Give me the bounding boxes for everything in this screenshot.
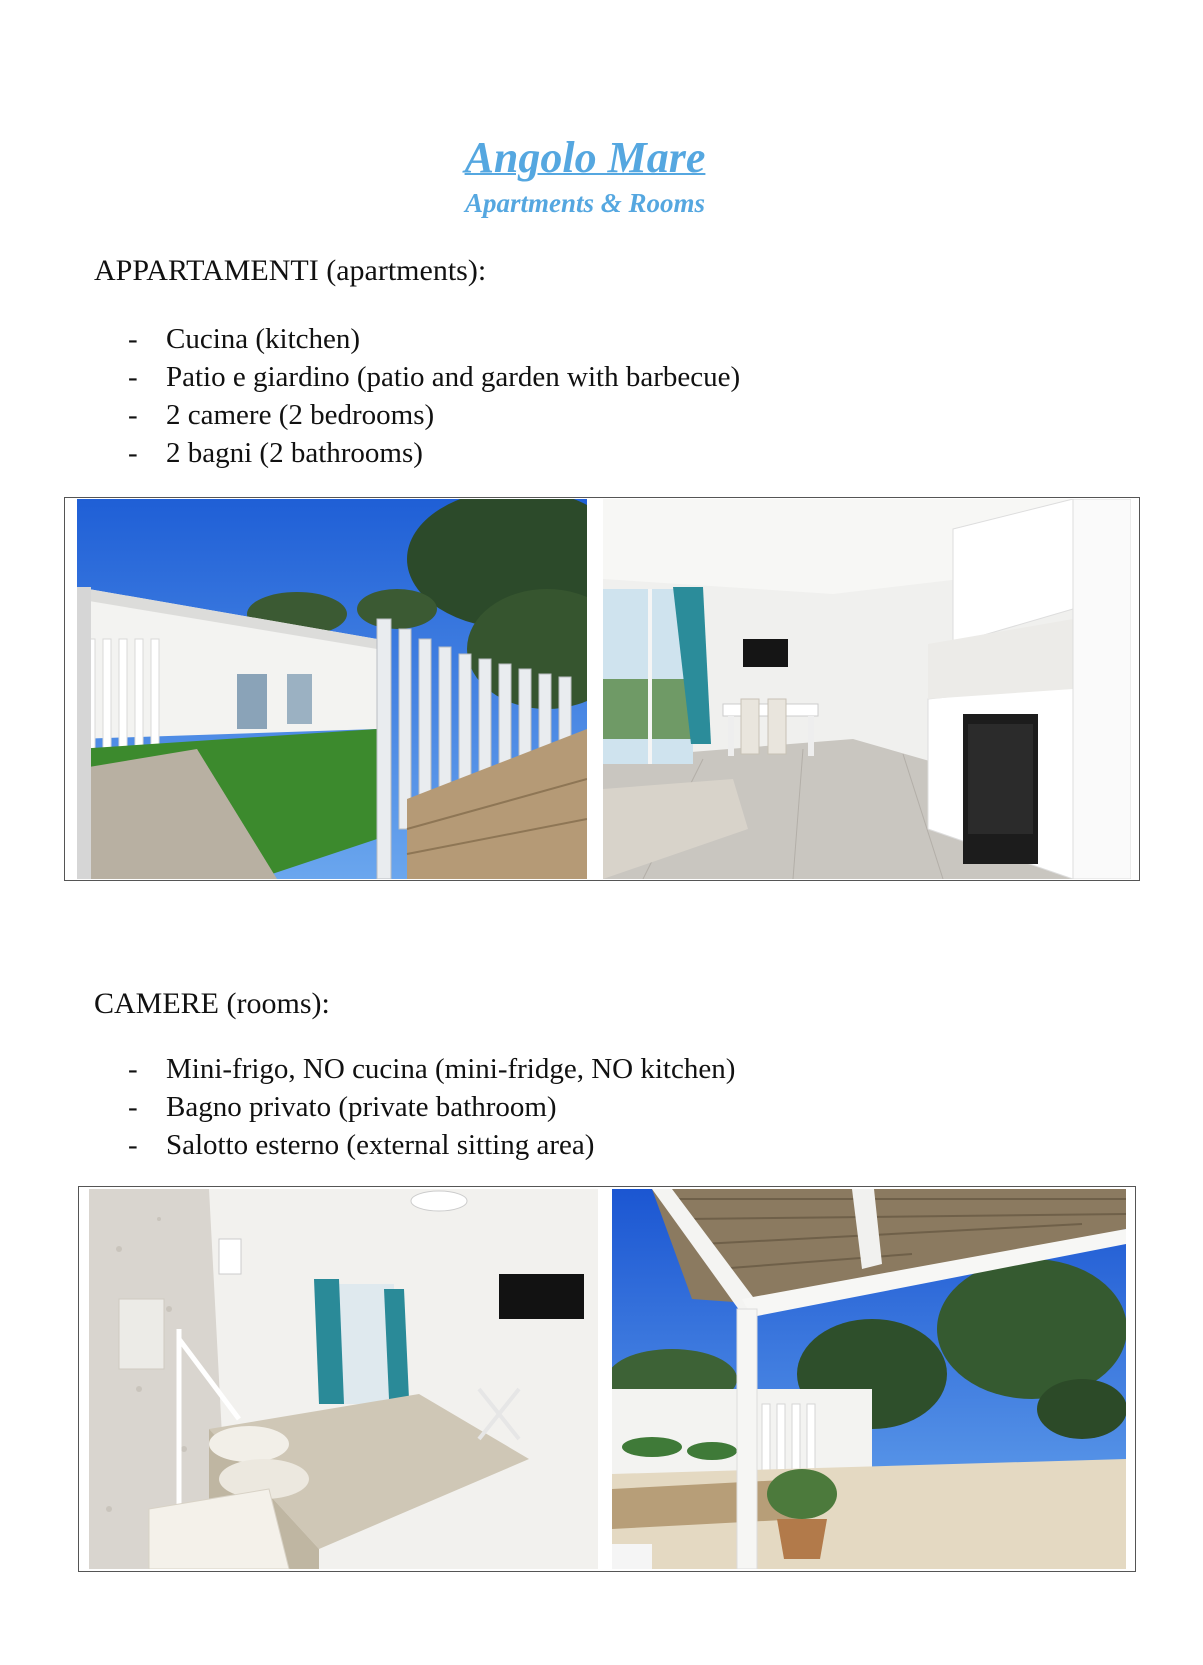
bullet-dash: - — [128, 323, 138, 355]
bedroom-photo — [89, 1189, 598, 1569]
list-item-text: Bagno privato (private bathroom) — [166, 1091, 557, 1123]
list-item — [128, 434, 740, 472]
bullet-dash: - — [128, 1053, 138, 1085]
list-item-text: Patio e giardino (patio and garden with barbecue) — [166, 361, 741, 393]
list-item — [128, 396, 740, 434]
brand-title: Angolo Mare — [464, 133, 706, 182]
exterior-garden-photo — [77, 499, 587, 879]
list-item-text: Mini-frigo, NO cucina (mini-fridge, NO kitchen) — [166, 1053, 736, 1085]
list-item — [128, 358, 740, 396]
header — [0, 132, 1170, 220]
list-item-text: Cucina (kitchen) — [166, 323, 361, 355]
list-item — [128, 1126, 735, 1164]
rooms-heading: CAMERE (rooms): — [94, 987, 330, 1020]
brand-subtitle: Apartments & Rooms — [464, 188, 706, 218]
apartments-feature-list — [128, 320, 740, 472]
bullet-dash: - — [128, 399, 138, 431]
list-item-text: Salotto esterno (external sitting area) — [166, 1129, 595, 1161]
list-item — [128, 1088, 735, 1126]
rooms-photo-frame — [78, 1186, 1136, 1572]
list-item-text: 2 bagni (2 bathrooms) — [166, 437, 423, 469]
kitchen-living-photo — [603, 499, 1131, 879]
apartments-photo-frame — [64, 497, 1140, 881]
bullet-dash: - — [128, 361, 138, 393]
bullet-dash: - — [128, 1091, 138, 1123]
apartments-heading: APPARTAMENTI (apartments): — [94, 254, 487, 287]
bullet-dash: - — [128, 1129, 138, 1161]
bullet-dash: - — [128, 437, 138, 469]
list-item — [128, 320, 740, 358]
list-item-text: 2 camere (2 bedrooms) — [166, 399, 435, 431]
list-item — [128, 1050, 735, 1088]
rooms-feature-list — [128, 1050, 735, 1164]
pergola-patio-photo — [612, 1189, 1126, 1569]
